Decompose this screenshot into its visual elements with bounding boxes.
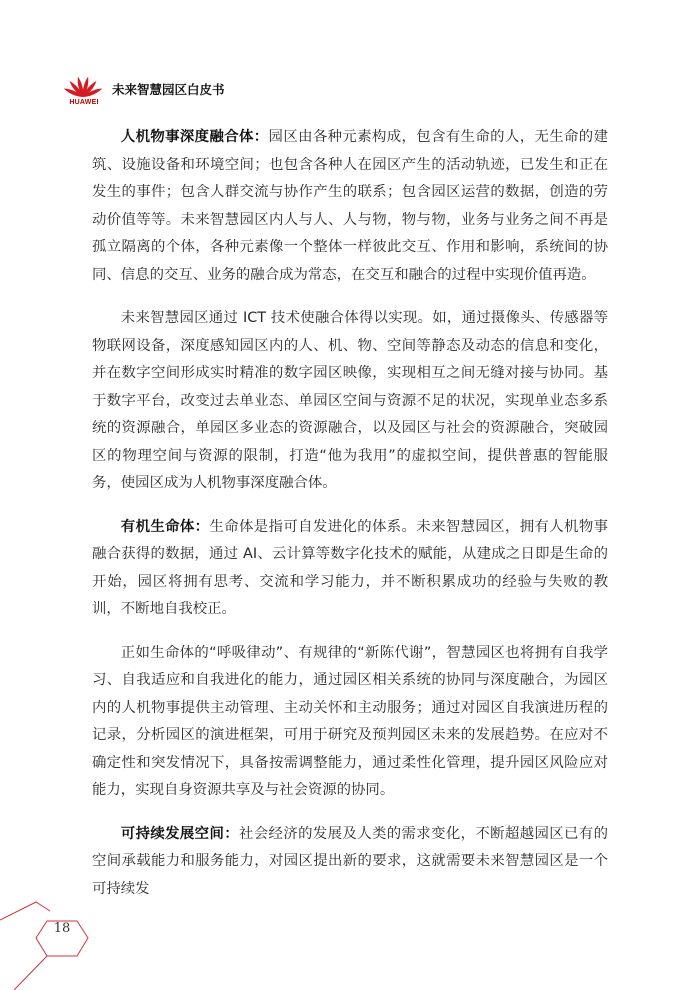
- paragraph-sustainable-space: [92, 821, 608, 904]
- paragraph-lead: 人机物事深度融合体：: [120, 129, 269, 145]
- paragraph-human-machine-fusion: [92, 124, 608, 289]
- paragraph-organic-life: [92, 514, 608, 624]
- paragraph-lead: 有机生命体：: [120, 518, 210, 535]
- paragraph-lead: 可持续发展空间：: [120, 825, 239, 842]
- paragraph-text: 正如生命体的“呼吸律动”、有规律的“新陈代谢”，智慧园区也将拥有自我学习、自我适应和自我进化的能力，通过园区相关系统的协同与深度融合，为园区内的人机物事提供主动管理、主动关怀和主动服务；通过对园区自我演进历程的记录，分析园区的演进框架，可用于研究及预判园区未来的发展趋势。在应对不确定性和突发情况下，具备按需调整能力，通过柔性化管理，提升园区风险应对能力，实现自身资源共享及与社会资源的协同。: [92, 644, 608, 798]
- paragraph-text: 社会经济的发展及人类的需求变化，不断超越园区已有的空间承载能力和服务能力，对园区提出新的要求，这就需要未来智慧园区是一个可持续发: [92, 825, 608, 897]
- paragraph-text: 生命体是指可自发进化的体系。未来智慧园区，拥有人机物事融合获得的数据，通过 AI、云计算等数字化技术的赋能，从建成之日即是生命的开始，园区将拥有思考、交流和学习能力，并不断积累成功的经验与失败的教训，不断地自我校正。: [92, 518, 608, 617]
- paragraph-text: 园区由各种元素构成，包含有生命的人，无生命的建筑、设施设备和环境空间；也包含各种人在园区产生的活动轨迹，已发生和正在发生的事件；包含人群交流与协作产生的联系；包含园区运营的数据，创造的劳动价值等等。未来智慧园区内人与人、人与物，物与物，业务与业务之间不再是孤立隔离的个体，各种元素像一个整体一样彼此交互、作用和影响，系统间的协同、信息的交互、业务的融合成为常态，在交互和融合的过程中实现价值再造。: [92, 129, 608, 283]
- paragraph-metabolism: [92, 640, 608, 805]
- page-header: [62, 70, 362, 110]
- brand-wordmark: HUAWEI: [69, 99, 99, 106]
- paragraph-ict-fusion: [92, 305, 608, 498]
- page-number: 18: [53, 921, 71, 936]
- document-title: 未来智慧园区白皮书: [112, 82, 225, 97]
- paragraph-text: 未来智慧园区通过 ICT 技术使融合体得以实现。如，通过摄像头、传感器等物联网设备，深度感知园区内的人、机、物、空间等静态及动态的信息和变化，并在数字空间形成实时精准的数字园区映像，实现相互之间无缝对接与协同。基于数字平台，改变过去单业态、单园区空间与资源不足的状况，实现单业态多系统的资源融合，单园区多业态的资源融合，以及园区与社会的资源融合，突破园区的物理空间与资源的限制，打造“他为我用”的虚拟空间，提供普惠的智能服务，使园区成为人机物事深度融合体。: [92, 310, 608, 491]
- body-text: [92, 124, 608, 919]
